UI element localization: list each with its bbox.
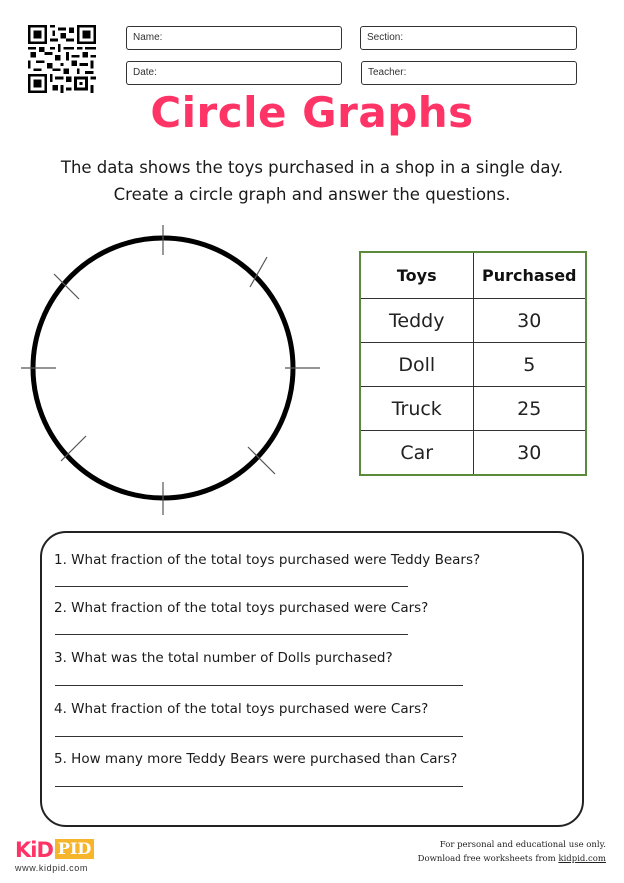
notice-line-2	[418, 852, 606, 866]
kidpid-logo[interactable]	[15, 838, 94, 862]
question-3: 3. What was the total number of Dolls purchased?	[54, 650, 393, 666]
answer-line-3[interactable]	[55, 685, 463, 686]
table-header-row	[360, 252, 586, 299]
toy-name: Teddy	[360, 299, 473, 343]
table-row	[360, 387, 586, 431]
section-label: Section:	[367, 32, 404, 43]
teacher-label: Teacher:	[368, 67, 407, 78]
section-field[interactable]	[360, 26, 577, 50]
name-label: Name:	[133, 32, 163, 43]
notice-line-2-prefix: Download free worksheets from	[417, 854, 559, 864]
toys-data-table	[359, 251, 587, 476]
footer-notice	[418, 838, 606, 866]
question-1: 1. What fraction of the total toys purchased were Teddy Bears?	[54, 552, 481, 568]
table-row	[360, 431, 586, 476]
teacher-field[interactable]	[361, 61, 577, 85]
logo-pid-text: PID	[55, 839, 94, 859]
purchased-count: 30	[473, 299, 586, 343]
circle-outline	[33, 238, 293, 498]
name-field[interactable]	[126, 26, 342, 50]
header-toys: Toys	[360, 252, 473, 299]
toy-name: Truck	[360, 387, 473, 431]
instructions-line-1: The data shows the toys purchased in a shop in a single day.	[60, 158, 564, 177]
logo-url: www.kidpid.com	[15, 863, 88, 873]
toy-name: Car	[360, 431, 473, 476]
purchased-count: 5	[473, 343, 586, 387]
question-2: 2. What fraction of the total toys purchased were Cars?	[54, 600, 429, 616]
questions-box	[40, 531, 584, 827]
purchased-count: 25	[473, 387, 586, 431]
instructions-line-2: Create a circle graph and answer the questions.	[113, 185, 511, 204]
answer-line-5[interactable]	[55, 786, 463, 787]
answer-line-2[interactable]	[55, 634, 408, 635]
circle-graph-canvas[interactable]	[20, 225, 320, 523]
page-title: Circle Graphs	[150, 88, 474, 137]
tick-marks	[21, 225, 320, 515]
date-field[interactable]	[126, 61, 342, 85]
answer-line-1[interactable]	[55, 586, 408, 587]
purchased-count: 30	[473, 431, 586, 476]
qr-code-icon	[27, 25, 97, 93]
table-row	[360, 343, 586, 387]
notice-line-1: For personal and educational use only.	[439, 840, 606, 850]
header-purchased: Purchased	[473, 252, 586, 299]
kidpid-link[interactable]: kidpid.com	[558, 854, 606, 864]
answer-line-4[interactable]	[55, 736, 463, 737]
toy-name: Doll	[360, 343, 473, 387]
date-label: Date:	[133, 67, 157, 78]
question-4: 4. What fraction of the total toys purchased were Cars?	[54, 701, 429, 717]
table-row	[360, 299, 586, 343]
logo-kid-text: KiD	[15, 838, 53, 862]
question-5: 5. How many more Teddy Bears were purchased than Cars?	[54, 751, 458, 767]
